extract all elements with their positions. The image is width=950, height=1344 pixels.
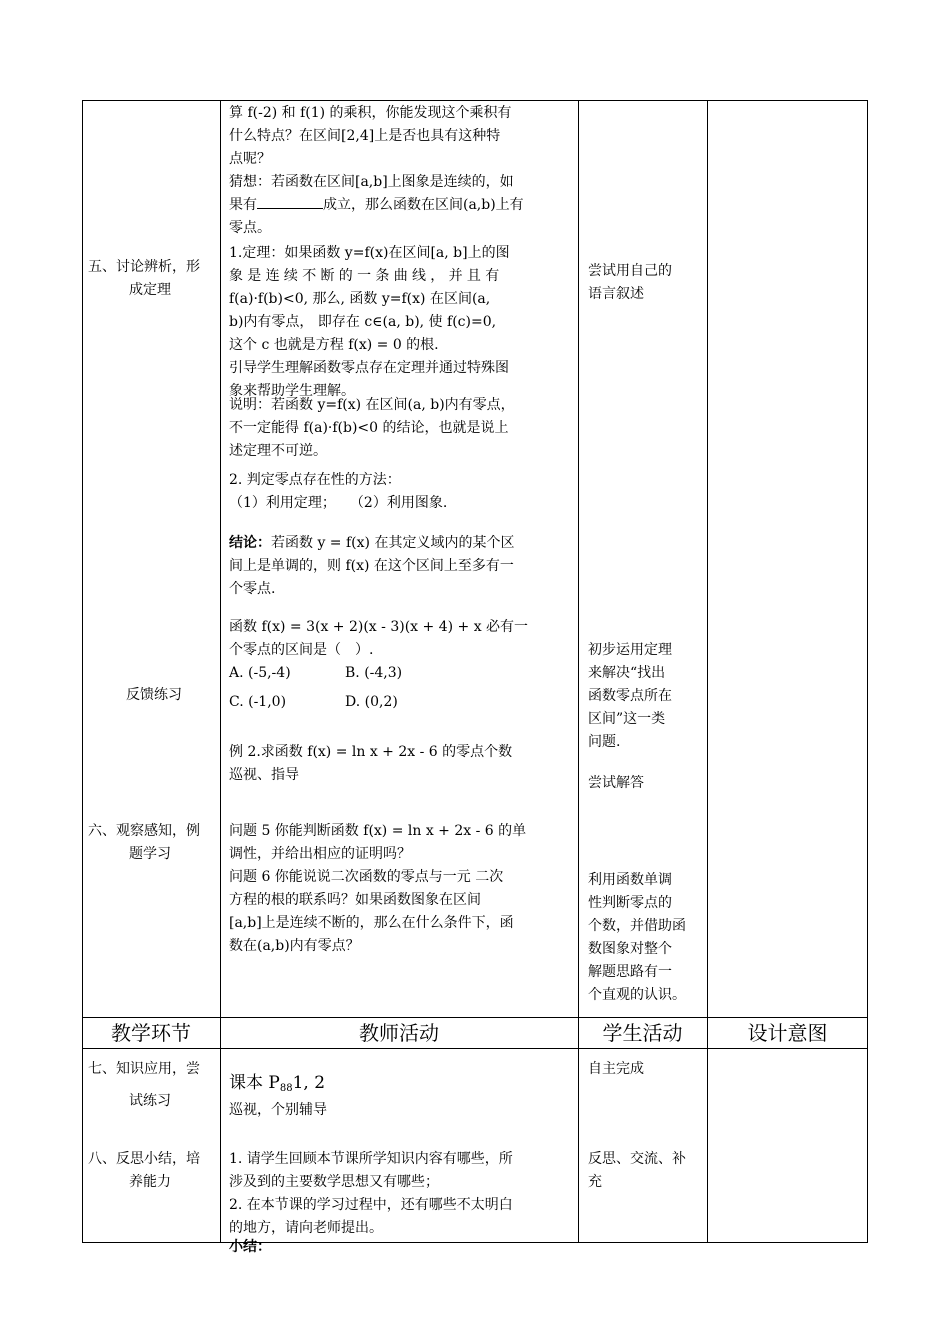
teacher-theorem: 1.定理：如果函数 y=f(x)在区间[a, b]上的图 象是连续不断的一条曲线，并且有 f(a)·f(b)<0, 那么, 函数 y=f(x) 在区间(a, b)内有零点， 即存在 c∈(a, b), 使 f(c)=0, 这个 c 也就是方程 f(x) = 0 的根.	[229, 245, 510, 353]
column-divider	[707, 100, 708, 1243]
teacher-exercise: 函数 f(x) = 3(x + 2)(x - 3)(x + 4) + x 必有一 个零点的区间是（ ）. A. (-5,-4) B. (-4,3) C. (-1,0) D. (0,2)	[229, 616, 571, 714]
student-feedback: 初步运用定理 来解决“找出 函数零点所在 区间”这一类 问题.	[588, 642, 672, 750]
summary-label: 小结：	[229, 1239, 271, 1255]
teacher-conclusion: 结论：若函数 y = f(x) 在其定义域内的某个区 间上是单调的，则 f(x) 在这个区间上至多有一 个零点.	[229, 535, 515, 597]
teacher-stage-seven: 课本 $P_{88}1$, 2 巡视，个别辅导	[229, 1073, 327, 1118]
teacher-guess: 猜想：若函数在区间[a,b]上图象是连续的，如 果有 成立，那么函数在区间(a,b)上有 零点。	[229, 174, 524, 236]
stage-six-label: 六、观察感知，例 题学习	[88, 823, 200, 862]
option-c: C. (-1,0)	[229, 694, 287, 710]
option-b: B. (-4,3)	[345, 665, 403, 681]
teacher-question-six: 问题 6 你能说说二次函数的零点与一元 二次 方程的根的联系吗？如果函数图象在区间 [a,b]上是连续不断的，那么在什么条件下，函 数在(a,b)内有零点？	[229, 869, 514, 954]
row-divider	[82, 1048, 868, 1049]
stage-eight-label: 八、反思小结，培 养能力	[88, 1151, 200, 1190]
column-divider	[220, 100, 221, 1243]
header-design: 设计意图	[747, 1021, 828, 1045]
teacher-stage-eight: 1. 请学生回顾本节课所学知识内容有哪些，所 涉及到的主要数学思想又有哪些； 2. 在本节课的学习过程中，还有哪些不太明白 的地方，请向老师提出。 小结：	[229, 1148, 571, 1254]
header-stage: 教学环节	[111, 1021, 191, 1045]
teacher-note: 说明：若函数 y=f(x) 在区间(a, b)内有零点， 不一定能得 f(a)·f(b)<0 的结论，也就是说上 述定理不可逆。	[229, 397, 515, 459]
teacher-guide: 引导学生理解函数零点存在定理并通过特殊图 象来帮助学生理解。	[229, 360, 509, 399]
teacher-method: 2. 判定零点存在性的方法： （1）利用定理； （2）利用图象.	[229, 472, 448, 511]
student-stage-seven: 自主完成	[588, 1061, 644, 1077]
student-stage-eight: 反思、交流、补 充	[588, 1151, 686, 1190]
header-student: 学生活动	[602, 1021, 683, 1045]
fill-in-blank	[257, 194, 323, 209]
conclusion-label: 结论：	[229, 535, 271, 551]
teacher-example: 例 2.求函数 f(x) = ln x + 2x - 6 的零点个数 巡视、指导	[229, 744, 513, 783]
option-d: D. (0,2)	[345, 694, 398, 710]
stage-five-label: 五、讨论辨析，形 成定理	[88, 259, 200, 298]
student-stage-five: 尝试用自己的 语言叙述	[588, 263, 672, 302]
stage-seven-label: 七、知识应用，尝 试练习	[88, 1061, 200, 1109]
stage-feedback-label: 反馈练习	[126, 687, 182, 703]
teacher-intro: 算 f(-2) 和 f(1) 的乘积，你能发现这个乘积有 什么特点？在区间[2,4]上是否也具有这种特 点呢？	[229, 105, 512, 167]
option-a: A. (-5,-4)	[229, 665, 291, 681]
column-divider	[578, 100, 579, 1243]
student-stage-six: 利用函数单调 性判断零点的 个数，并借助函 数图象对整个 解题思路有一 个直观的认识。	[588, 872, 686, 1003]
teacher-question-five: 问题 5 你能判断函数 f(x) = ln x + 2x - 6 的单 调性，并给出相应的证明吗？	[229, 823, 527, 862]
header-teacher: 教师活动	[359, 1021, 439, 1045]
student-try: 尝试解答	[588, 775, 644, 791]
